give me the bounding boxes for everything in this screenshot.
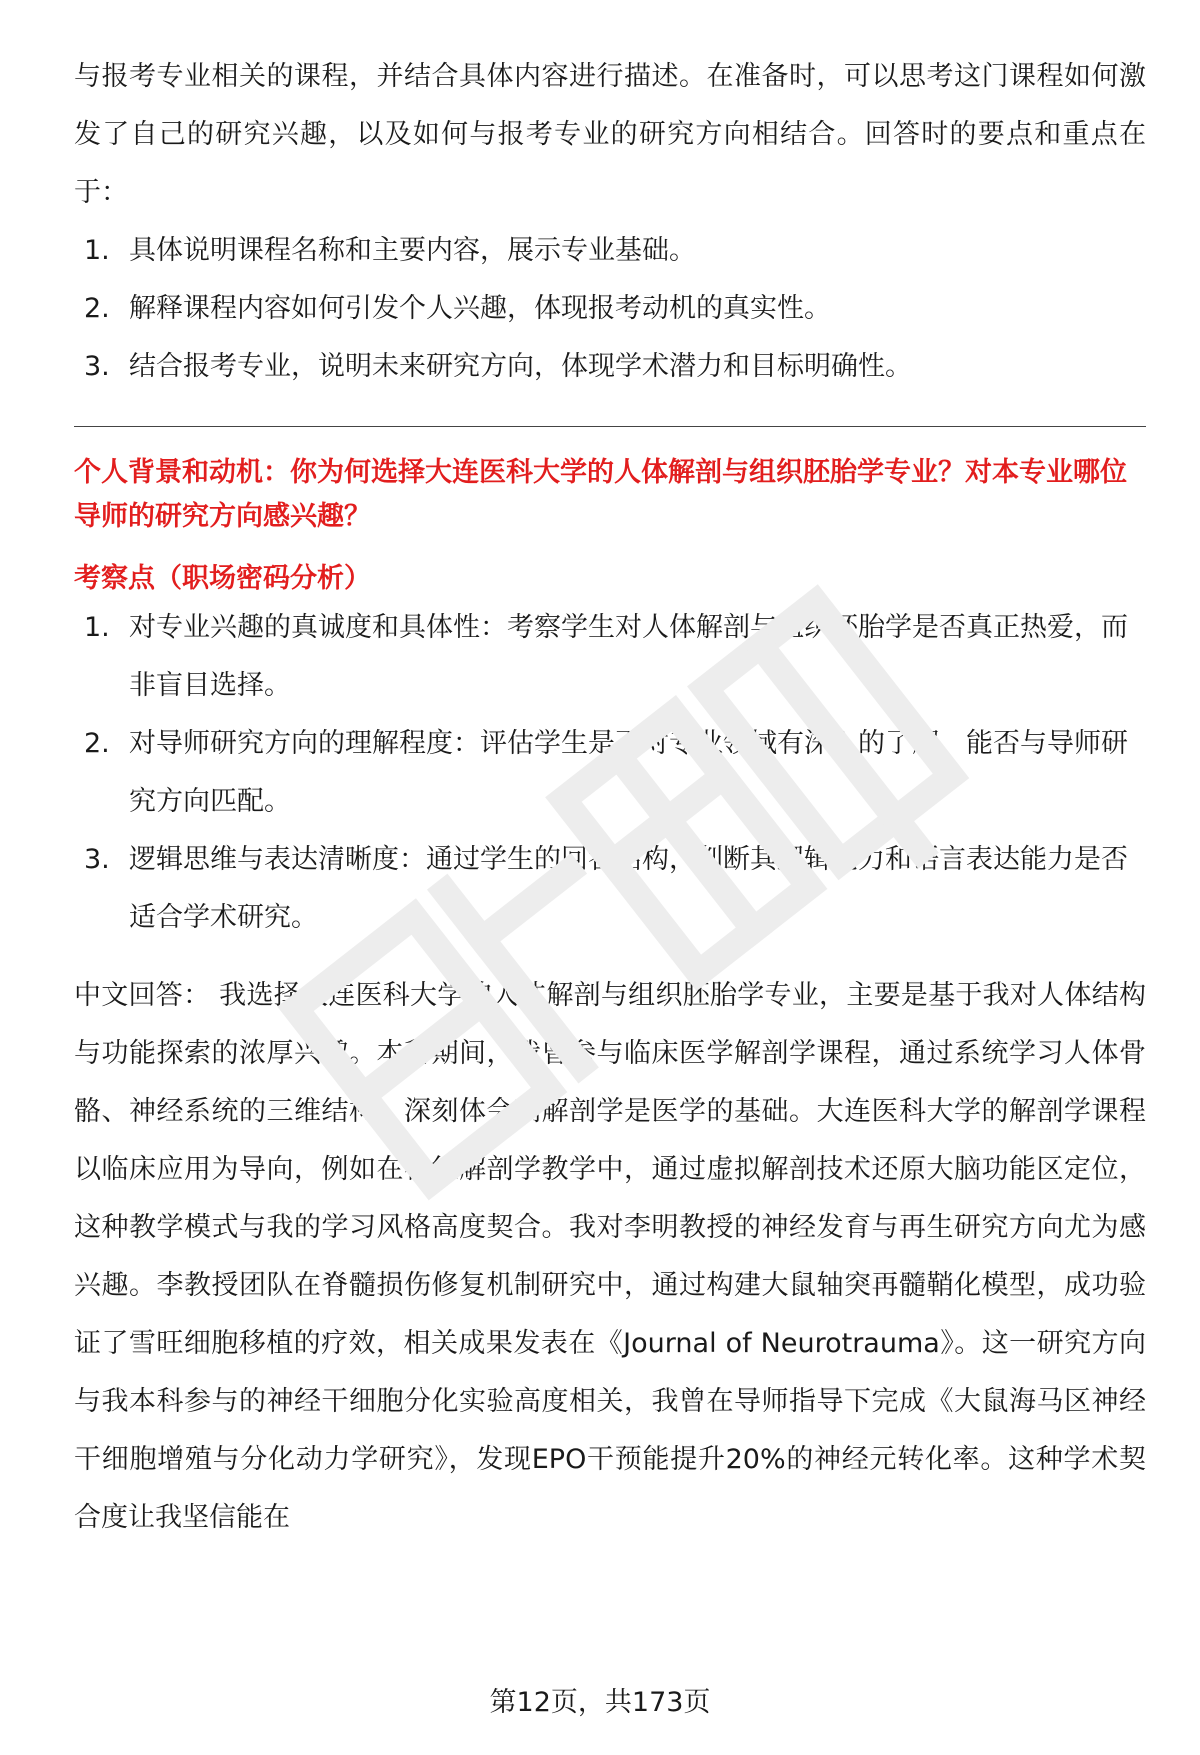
- list-item: [74, 715, 1146, 831]
- list-number: 1.: [84, 612, 110, 643]
- answer-paragraph: 中文回答： 我选择大连医科大学的人体解剖与组织胚胎学专业，主要是基于我对人体结构与功能探索的浓厚兴趣。本科期间，我曾参与临床医学解剖学课程，通过系统学习人体骨骼、神经系统的三维结构，深刻体会到解剖学是医学的基础。大连医科大学的解剖学课程以临床应用为导向，例如在神经解剖学教学中，通过虚拟解剖技术还原大脑功能区定位，这种教学模式与我的学习风格高度契合。我对李明教授的神经发育与再生研究方向尤为感兴趣。李教授团队在脊髓损伤修复机制研究中，通过构建大鼠轴突再髓鞘化模型，成功验证了雪旺细胞移植的疗效，相关成果发表在《Journal of Neurotrauma》。这一研究方向与我本科参与的神经干细胞分化实验高度相关，我曾在导师指导下完成《大鼠海马区神经干细胞增殖与分化动力学研究》，发现EPO干预能提升20%的神经元转化率。这种学术契合度让我坚信能在: [74, 980, 1146, 1533]
- list-number: 3.: [84, 351, 110, 382]
- list-number: 2.: [84, 728, 110, 759]
- section-divider: [74, 426, 1146, 427]
- list-text: 结合报考专业，说明未来研究方向，体现学术潜力和目标明确性。: [129, 351, 912, 382]
- list-number: 1.: [84, 235, 110, 266]
- document-body: [74, 48, 1146, 1547]
- list-item: [74, 280, 1146, 338]
- assessment-heading: 考察点（职场密码分析）: [74, 563, 371, 594]
- list-text: 具体说明课程名称和主要内容，展示专业基础。: [129, 235, 696, 266]
- list-item: [74, 599, 1146, 715]
- list-text: 逻辑思维与表达清晰度：通过学生的回答结构，判断其逻辑能力和语言表达能力是否适合学术研究。: [129, 844, 1128, 933]
- list-text: 对导师研究方向的理解程度：评估学生是否对专业领域有深入的了解，能否与导师研究方向匹配。: [129, 728, 1128, 817]
- list-item: [74, 338, 1146, 396]
- list-item: [74, 222, 1146, 280]
- list-text: 解释课程内容如何引发个人兴趣，体现报考动机的真实性。: [129, 293, 831, 324]
- list-text: 对专业兴趣的真诚度和具体性：考察学生对人体解剖与组织胚胎学是否真正热爱，而非盲目选择。: [129, 612, 1128, 701]
- intro-paragraph: 与报考专业相关的课程，并结合具体内容进行描述。在准备时，可以思考这门课程如何激发了自己的研究兴趣，以及如何与报考专业的研究方向相结合。回答时的要点和重点在于：: [74, 61, 1146, 208]
- page-footer: 第12页，共173页: [489, 1687, 711, 1718]
- question-heading: 个人背景和动机：你为何选择大连医科大学的人体解剖与组织胚胎学专业？对本专业哪位导师的研究方向感兴趣？: [74, 457, 1127, 532]
- list-item: [74, 831, 1146, 947]
- assessment-points-list: [74, 599, 1146, 947]
- key-points-list: [74, 222, 1146, 396]
- list-number: 3.: [84, 844, 110, 875]
- list-number: 2.: [84, 293, 110, 324]
